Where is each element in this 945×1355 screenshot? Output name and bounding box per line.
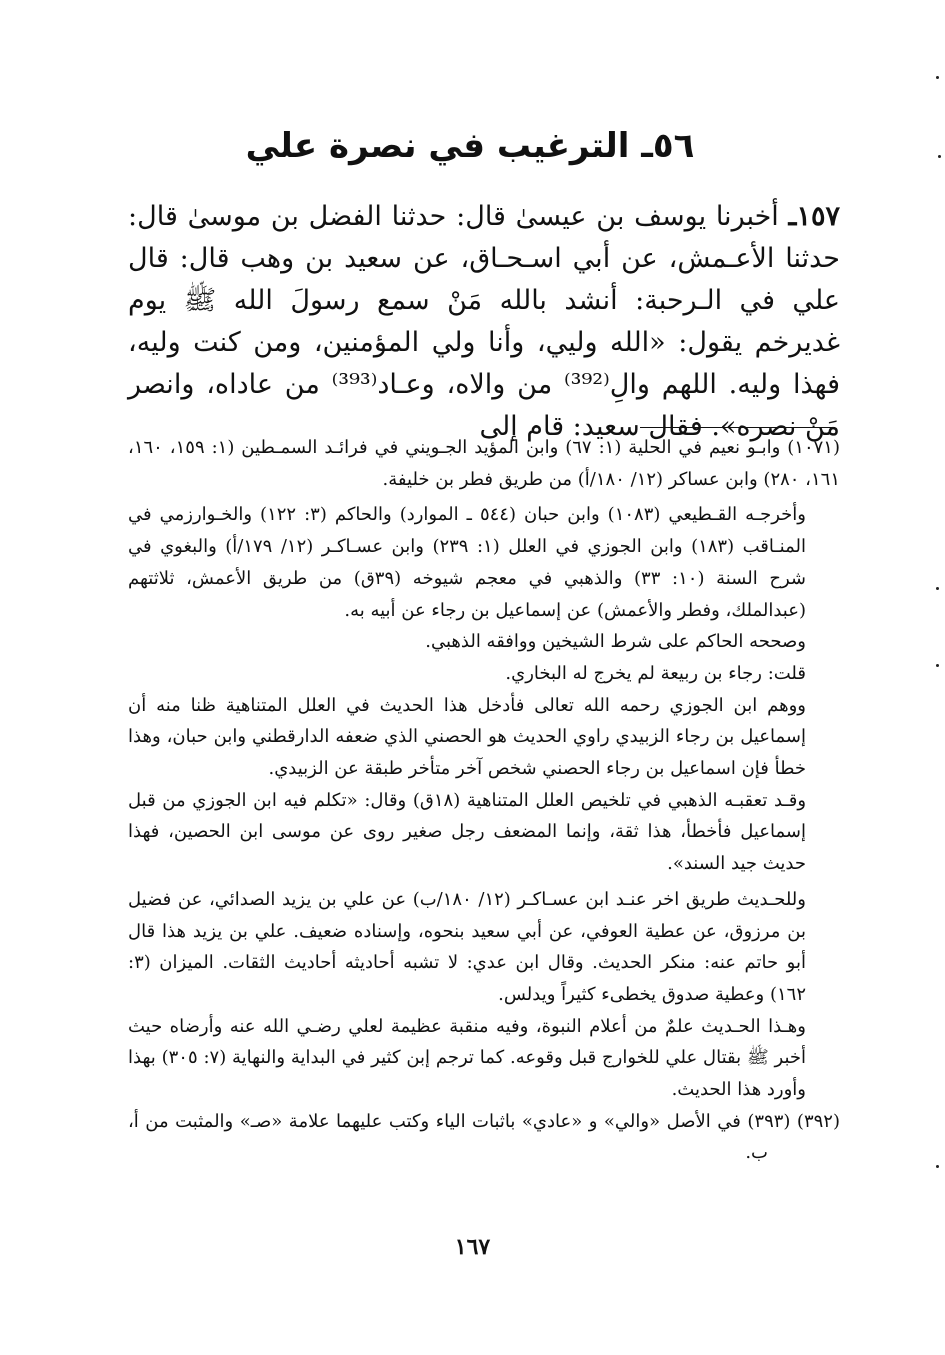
chapter-title: ٥٦ـ الترغيب في نصرة علي	[245, 126, 695, 166]
hadith-paragraph	[128, 196, 840, 448]
footnote-paragraph: ووهم ابن الجوزي رحمه الله تعالى فأدخل هذا الحديث في العلل المتناهية ظنا منه أن إسماعيل بن رجاء الزبيدي راوي الحديث هو الحصني الذي ضعفه الدارقطني وابن حبان، وهذا خطأ فإن اسماعيل بن رجاء الحصني شخص آخر متأخر طبقة عن الزبيدي.	[128, 694, 806, 780]
footnote-paragraph: (١٠٧١) وابـو نعيم في الحلية (١: ٦٧) وابن المؤيد الجـويني في فرائـد السمـطين (١: ١٥٩، ١٦٠، ١٦١، ٢٨٠) وابن عساكر (١٢/ ١٨٠/أ) من طريق فطر بن خليفة.	[128, 437, 840, 490]
footnote-paragraph: وقـد تعقبـه الذهبي في تلخيص العلل المتناهية (١٨ق) وقال: «تكلم فيه ابن الجوزي من قبل إسماعيل فأخطأ، هذا ثقة، وإنما المضعف رجل صغير روى عن موسى ابن الحصين، فهذا حديث جيد السند».	[128, 789, 807, 875]
footnote-paragraph: وصححه الحاكم على شرط الشيخين ووافقه الذهبي.	[425, 631, 806, 653]
scan-speck	[936, 76, 939, 79]
hadith-number: ١٥٧ـ	[788, 201, 840, 232]
scan-speck	[936, 587, 939, 590]
footnote-paragraph: وهـذا الحـديث علمٌ من أعلام النبوة، وفيه منقبة عظيمة لعلي رضـي الله عنه وأرضاه حيث أخبر ﷺ بقتال علي للخوارج قبل وقوعه. كما ترجم إبن كثير في البداية والنهاية (٧: ٣٠٥) بهذا وأورد هذا الحديث.	[128, 1015, 807, 1101]
scan-speck	[936, 664, 939, 667]
page-number: ١٦٧	[454, 1234, 491, 1260]
footnote-separator	[640, 427, 835, 428]
footnotes	[128, 432, 840, 1169]
scan-speck	[938, 155, 941, 158]
footnote-paragraph: وللحـديث طريق اخر عنـد ابن عسـاكـر (١٢/ ١٨٠/ب) عن علي بن يزيد الصدائي، عن فضيل بن مرزوق، عن عطية العوفي، عن أبي سعيد بنحوه، وإسناده ضعيف. علي بن يزيد هذا قال أبو حاتم عنه: منكر الحديث. وقال ابن عدي: لا تشبه أحاديثه أحاديث الثقات. الميزان (٣: ١٦٢) وعطية صدوق يخطىء كثيراً ويدلس.	[128, 888, 806, 1005]
footnote-paragraph: قلت: رجاء بن ربيعة لم يخرج له البخاري.	[505, 662, 806, 684]
footnote-variant-reading: (٣٩٢) (٣٩٣) في الأصل «والي» و «عادي» باثبات الياء وكتب عليهما علامة «صـ» والمثبت من أ، ب.	[128, 1110, 840, 1164]
footnote-paragraph: وأخرجـه القـطيعي (١٠٨٣) وابن حبان (٥٤٤ ـ الموارد) والحاكم (٣: ١٢٢) والخـوارزمي في المنـاقب (١٨٣) وابن الجوزي في العلل (١: ٢٣٩) وابن عسـاكـر (١٢/ ١٧٩/أ) والبغوي في شرح السنة (١٠: ٣٣) والذهبي في معجم شيوخه (٣٩ق) من طريق الأعمش، ثلاثتهم (عبدالملك، وفطر والأعمش) عن إسماعيل بن رجاء عن أبيه به.	[128, 504, 806, 621]
hadith-text: أخبرنا يوسف بن عيسىٰ قال: حدثنا الفضل بن موسىٰ قال: حدثنا الأعـمش، عن أبي اسـحـاق، عن سعيد بن وهب قال: قال علي في الـرحبة: أنشد بالله مَنْ سمع رسولَ الله ﷺ يوم غديرخم يقول: «الله وليي، وأنا ولي المؤمنين، ومن كنت وليه، فهذا وليه. اللهم والِ⁽³⁹²⁾ من والاه، وعـاد⁽³⁹³⁾ من عاداه، وانصر مَنْ نصره». فقال سعيد: قام إلى	[128, 201, 840, 442]
scan-speck	[936, 1165, 939, 1168]
